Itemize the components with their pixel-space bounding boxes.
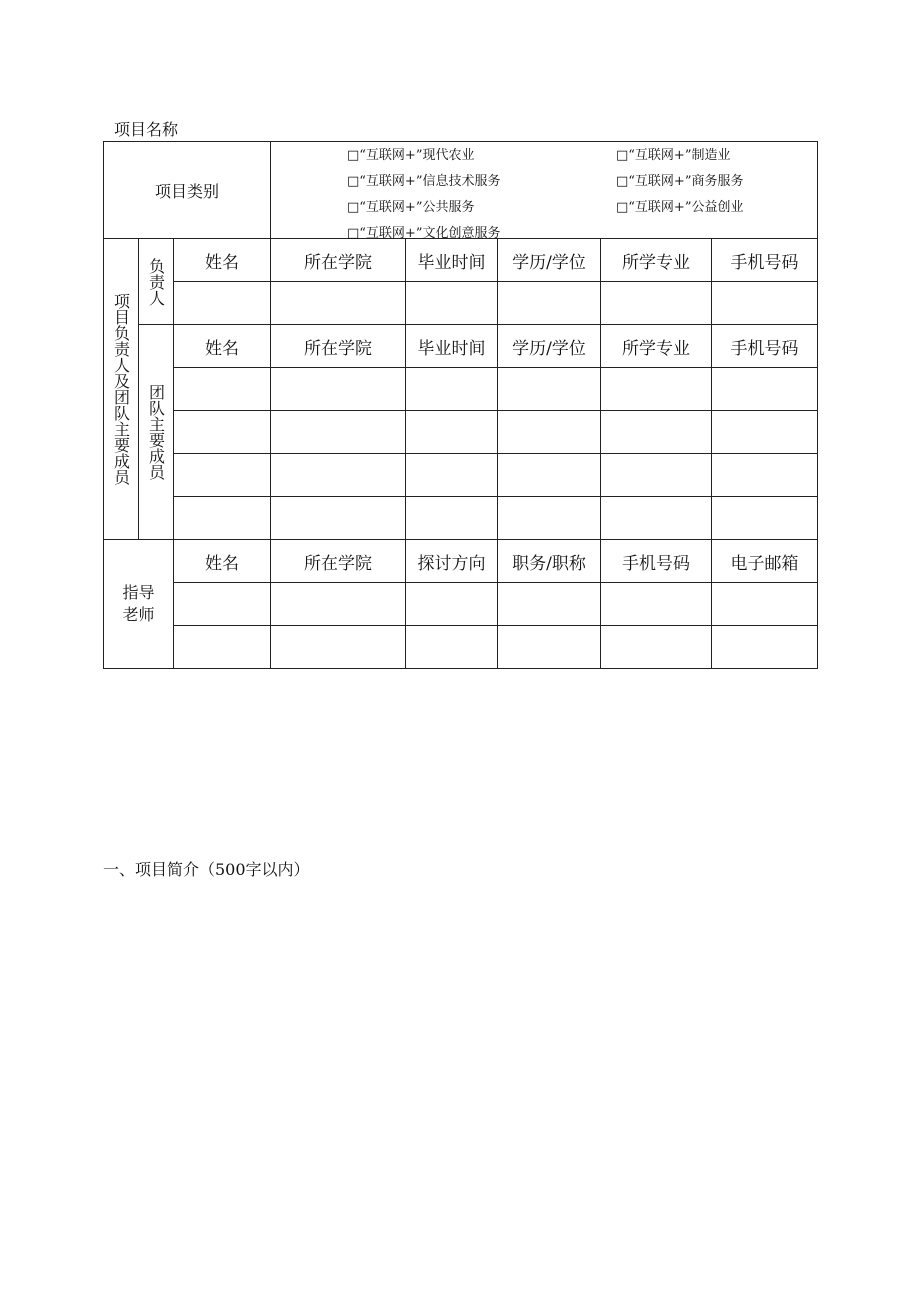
leader-label-cell <box>139 239 174 325</box>
input-cell[interactable] <box>406 626 498 669</box>
team-section-label-cell <box>104 239 139 540</box>
header-name: 姓名 <box>174 325 271 368</box>
category-row <box>104 142 818 239</box>
input-cell[interactable] <box>712 454 818 497</box>
member-input-row <box>104 497 818 540</box>
input-cell[interactable] <box>406 282 498 325</box>
application-form-table <box>103 141 818 669</box>
header-email: 电子邮箱 <box>712 540 818 583</box>
header-research-direction: 探讨方向 <box>406 540 498 583</box>
category-option-agriculture[interactable]: □“互联网+”现代农业 <box>347 148 475 163</box>
header-graduation-time: 毕业时间 <box>406 239 498 282</box>
member-input-row <box>104 454 818 497</box>
category-option-manufacturing[interactable]: □“互联网+”制造业 <box>616 148 731 163</box>
input-cell[interactable] <box>271 626 406 669</box>
input-cell[interactable] <box>271 583 406 626</box>
members-label: 团队主要成员 <box>146 384 166 480</box>
member-input-row <box>104 368 818 411</box>
input-cell[interactable] <box>174 497 271 540</box>
header-phone: 手机号码 <box>712 325 818 368</box>
advisor-label-line1: 指导 <box>122 583 155 602</box>
input-cell[interactable] <box>498 454 601 497</box>
input-cell[interactable] <box>174 626 271 669</box>
category-options <box>271 142 818 239</box>
advisor-label-line2: 老师 <box>122 605 155 624</box>
input-cell[interactable] <box>498 626 601 669</box>
input-cell[interactable] <box>601 282 712 325</box>
input-cell[interactable] <box>712 583 818 626</box>
advisor-input-row <box>104 626 818 669</box>
advisor-input-row <box>104 583 818 626</box>
header-title: 职务/职称 <box>498 540 601 583</box>
input-cell[interactable] <box>271 368 406 411</box>
input-cell[interactable] <box>406 454 498 497</box>
input-cell[interactable] <box>406 497 498 540</box>
input-cell[interactable] <box>712 497 818 540</box>
input-cell[interactable] <box>271 282 406 325</box>
input-cell[interactable] <box>601 497 712 540</box>
input-cell[interactable] <box>174 454 271 497</box>
input-cell[interactable] <box>601 411 712 454</box>
input-cell[interactable] <box>174 282 271 325</box>
category-option-it-services[interactable]: □“互联网+”信息技术服务 <box>347 174 501 189</box>
input-cell[interactable] <box>174 411 271 454</box>
category-option-business-services[interactable]: □“互联网+”商务服务 <box>616 174 744 189</box>
input-cell[interactable] <box>174 583 271 626</box>
advisor-header-row <box>104 540 818 583</box>
input-cell[interactable] <box>601 583 712 626</box>
input-cell[interactable] <box>498 497 601 540</box>
input-cell[interactable] <box>406 411 498 454</box>
team-section-label: 项目负责人及团队主要成员 <box>111 293 131 485</box>
header-graduation-time: 毕业时间 <box>406 325 498 368</box>
input-cell[interactable] <box>406 583 498 626</box>
leader-header-row <box>104 239 818 282</box>
advisor-label-cell <box>104 540 174 669</box>
input-cell[interactable] <box>498 411 601 454</box>
input-cell[interactable] <box>712 282 818 325</box>
header-college: 所在学院 <box>271 325 406 368</box>
category-option-public-services[interactable]: □“互联网+”公共服务 <box>347 200 475 215</box>
category-label: 项目类别 <box>104 142 271 239</box>
category-option-cultural-creative[interactable]: □“互联网+”文化创意服务 <box>347 226 501 241</box>
project-name-label: 项目名称 <box>114 120 179 139</box>
member-input-row <box>104 411 818 454</box>
input-cell[interactable] <box>406 368 498 411</box>
input-cell[interactable] <box>498 368 601 411</box>
members-label-cell <box>139 325 174 540</box>
input-cell[interactable] <box>174 368 271 411</box>
members-header-row <box>104 325 818 368</box>
input-cell[interactable] <box>712 368 818 411</box>
input-cell[interactable] <box>498 583 601 626</box>
input-cell[interactable] <box>601 626 712 669</box>
header-phone: 手机号码 <box>601 540 712 583</box>
header-college: 所在学院 <box>271 540 406 583</box>
leader-input-row <box>104 282 818 325</box>
header-name: 姓名 <box>174 540 271 583</box>
header-major: 所学专业 <box>601 239 712 282</box>
header-degree: 学历/学位 <box>498 239 601 282</box>
input-cell[interactable] <box>601 368 712 411</box>
header-name: 姓名 <box>174 239 271 282</box>
header-degree: 学历/学位 <box>498 325 601 368</box>
header-phone: 手机号码 <box>712 239 818 282</box>
input-cell[interactable] <box>601 454 712 497</box>
section-heading-project-intro: 一、项目简介（500字以内） <box>103 860 310 879</box>
input-cell[interactable] <box>271 497 406 540</box>
input-cell[interactable] <box>271 411 406 454</box>
leader-label: 负责人 <box>146 257 166 306</box>
category-option-public-welfare[interactable]: □“互联网+”公益创业 <box>616 200 744 215</box>
input-cell[interactable] <box>712 411 818 454</box>
header-major: 所学专业 <box>601 325 712 368</box>
input-cell[interactable] <box>271 454 406 497</box>
input-cell[interactable] <box>712 626 818 669</box>
header-college: 所在学院 <box>271 239 406 282</box>
input-cell[interactable] <box>498 282 601 325</box>
